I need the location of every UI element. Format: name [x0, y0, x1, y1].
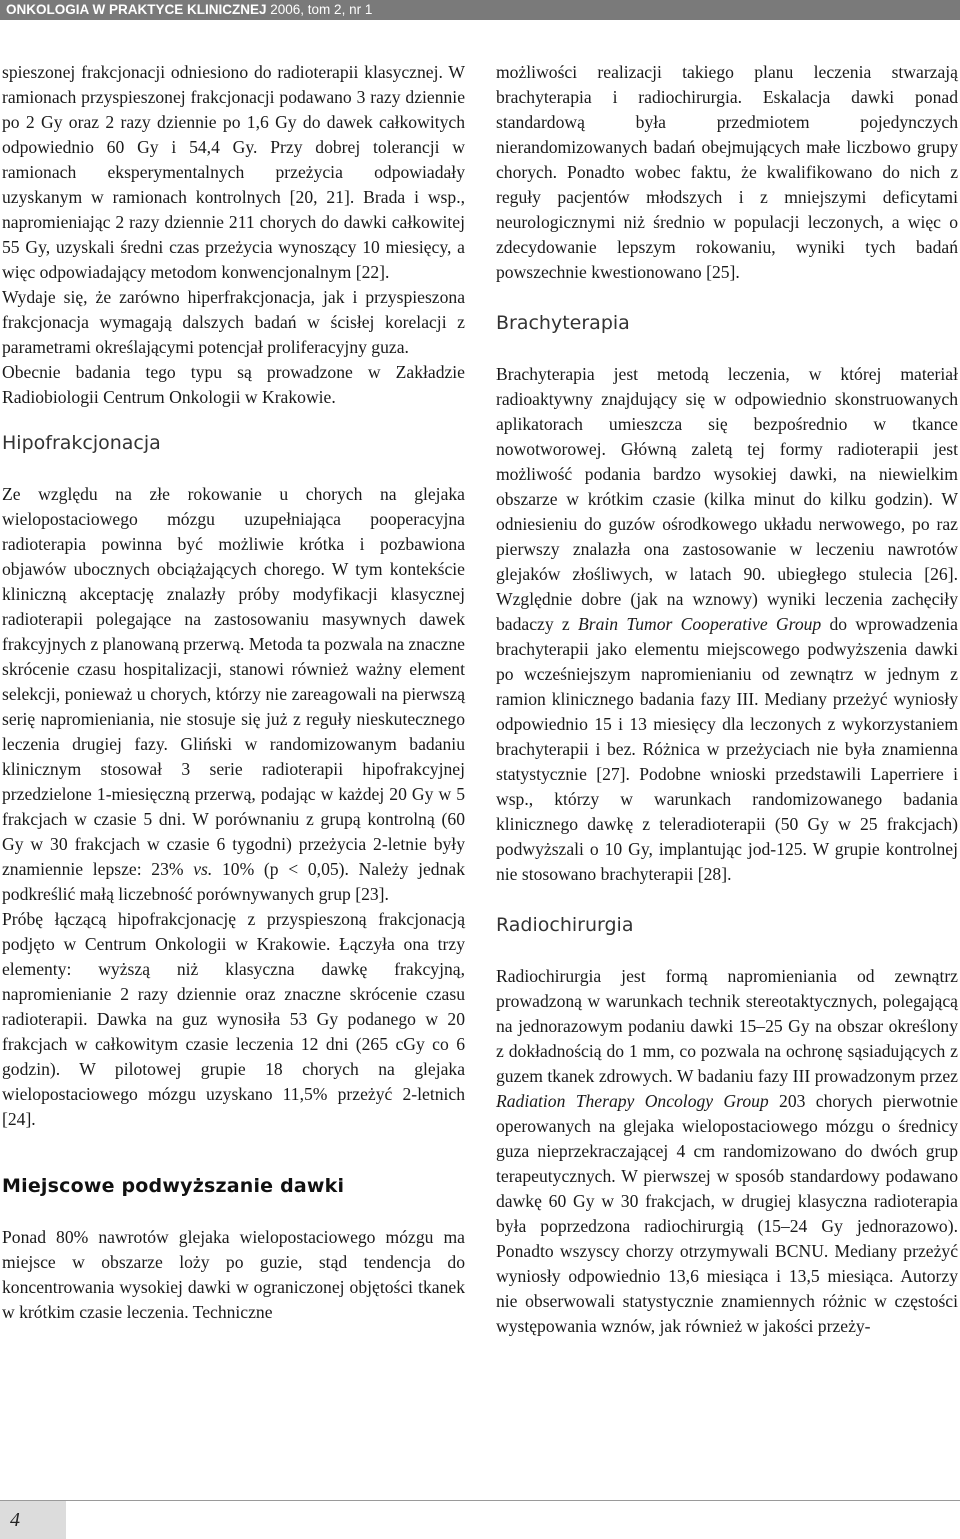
text-run: Ze względu na złe rokowanie u chorych na glejaka wielopostaciowego mózgu uzupełniająca pooperacyjna radioterapia powinna być możliwie krótka i pozbawiona objawów ubocznych obciążających chorego. W tym kontekście kliniczną akceptację znalazły próby modyfikacji klasycznej radioterapii polegające na zastosowaniu masywnych dawek frakcyjnych z planowaną przerwą. Metoda ta pozwala na znaczne skrócenie czasu hospitalizacji, stanowi również ważny element selekcji, ponieważ u chorych, którzy nie zareagowali na pierwszą serię napromieniania, nie stosuje się już z reguły nieskutecznego leczenia drugiej fazy. Gliński w randomizowanym badaniu klinicznym stosował 3 serie radioterapii hipofrakcyjnej przedzielone 1-miesięczną przerwą, podając w każdej 20 Gy w 5 frakcjach w czasie 5 dni. W porównaniu z grupą kontrolną (60 Gy w 30 frakcjach w czasie 6 tygodni) przeżycia 2-letnie były znamiennie lepsze: 23%	[2, 484, 465, 879]
running-header	[0, 0, 960, 20]
text-run-italic: Radiation Therapy Oncology Group	[496, 1091, 769, 1111]
section-heading-brachyterapia: Brachyterapia	[496, 312, 630, 334]
text-run: do wprowadzenia brachyterapii jako elementu miejscowego podwyższenia dawki po wcześniejszym napromienianiu od zewnątrz w jednym z ramion klinicznego badania fazy III. Mediany przeżyć wyniosły odpowiednio 15 i 13 miesięcy dla leczonych z wykorzystaniem brachyterapii i bez. Różnica w przeżyciach nie była znamienna statystycznie [27]. Podobne wnioski przedstawili Laperriere i wsp., którzy w warunkach randomizowanego badania klinicznego dawkę z teleradioterapii (50 Gy w 25 frakcjach) podwyższali o 10 Gy, implantując jod-125. W grupie kontrolnej nie stosowano brachyterapii [28].	[496, 614, 958, 884]
section-heading-radiochirurgia: Radiochirurgia	[496, 914, 634, 936]
text-run-italic: vs.	[193, 859, 213, 879]
footer-rule	[66, 1500, 960, 1501]
page-number: 4	[0, 1500, 66, 1539]
paragraph: Próbę łączącą hipofrakcjonację z przyspieszoną frakcjonacją podjęto w Centrum Onkologii w Krakowie. Łączyła ona trzy elementy: wyższą niż klasyczna dawkę frakcyjną, napromienianie 2 razy dziennie oraz znaczne skrócenie czasu radioterapii. Dawka na guz wynosiła 53 Gy podanego w 20 frakcjach w całkowitym czasie leczenia 12 dni (265 cGy co 6 godzin). W pilotowej grupie 18 chorych na glejaka wielopostaciowego mózgu uzyskano 11,5% przeżyć 2-letnich [24].	[2, 909, 465, 1129]
text-run-italic: Brain Tumor Cooperative Group	[578, 614, 822, 634]
left-column	[2, 60, 465, 1325]
issue-info: 2006, tom 2, nr 1	[266, 2, 373, 17]
section-heading-hipofrakcjonacja: Hipofrakcjonacja	[2, 432, 161, 454]
text-run: Radiochirurgia jest formą napromieniania od zewnątrz prowadzoną w warunkach technik stereotaktycznych, polegającą na jednorazowym podaniu dawki 15–25 Gy na obszar określony z dokładnością do 1 mm, co pozwala na ochronę sąsiadujących z guzem tkanek zdrowych. W badaniu fazy III prowadzonym przez	[496, 966, 958, 1086]
paragraph: spieszonej frakcjonacji odniesiono do radioterapii klasycznej. W ramionach przyspieszonej frakcjonacji podawano 3 razy dziennie po 2 Gy oraz 2 razy dziennie po 1,6 Gy do dawek całkowitych odpowiednio 60 Gy i 54,4 Gy. Przy dobrej tolerancji w ramionach eksperymentalnych przeżycia odpowiadały uzyskanym w ramionach kontrolnych [20, 21]. Brada i wsp., napromieniając 2 razy dziennie 211 chorych do dawki całkowitej 55 Gy, uzyskali średni czas przeżycia wynoszący 10 miesięcy, a więc odpowiadający metodom konwencjonalnym [22].	[2, 62, 465, 282]
paragraph: możliwości realizacji takiego planu leczenia stwarzają brachyterapia i radiochirurgia. Eskalacja dawki ponad standardową była przedmiotem pojedynczych nierandomizowanych badań obejmujących małe liczbowo grupy chorych. Ponadto wobec faktu, że kwalifikowano do nich z reguły pacjentów młodszych i z mniejszymi deficytami neurologicznymi niż średnio w populacji leczonych, a więc o zdecydowanie lepszym rokowaniu, wyniki tych badań powszechnie kwestionowano [25].	[496, 62, 958, 282]
right-column	[496, 60, 958, 1339]
paragraph	[2, 482, 465, 907]
paragraph	[496, 964, 958, 1339]
journal-title: ONKOLOGIA W PRAKTYCE KLINICZNEJ	[6, 2, 267, 17]
paragraph: Ponad 80% nawrotów glejaka wielopostaciowego mózgu ma miejsce w obszarze loży po guzie, stąd tendencja do koncentrowania wysokiej dawki w ograniczonej objętości tkanek w krótkim czasie leczenia. Techniczne	[2, 1227, 465, 1322]
text-run: 203 chorych pierwotnie operowanych na glejaka wielopostaciowego mózgu o średnicy guza nieprzekraczającej 4 cm randomizowano do dwóch grup terapeutycznych. W pierwszej w sposób standardowy podawano dawkę 60 Gy w 30 frakcjach, w drugiej klasyczna radioterapia była poprzedzona radiochirurgią (15–24 Gy jednorazowo). Ponadto wszyscy chorzy otrzymywali BCNU. Mediany przeżyć wyniosły odpowiednio 13,6 miesiąca i 13,5 miesiąca. Autorzy nie obserwowali statystycznie znamiennych różnic w częstości występowania wznów, jak również w jakości przeży-	[496, 1091, 958, 1336]
section-heading-miejscowe: Miejscowe podwyższanie dawki	[2, 1175, 345, 1197]
text-run: 10% (p < 0,05). Należy jednak podkreślić małą liczebność porównywanych grup [23].	[2, 859, 465, 904]
text-run: Brachyterapia jest metodą leczenia, w której materiał radioaktywny znajdujący się w odpowiednio skonstruowanych aplikatorach umieszcza się bezpośrednio w tkance nowotworowej. Główną zaletą tej formy radioterapii jest możliwość podania bardzo wysokiej dawki, na niewielkim obszarze w krótkim czasie (kilka minut do kilku godzin). W odniesieniu do guzów ośrodkowego układu nerwowego, po raz pierwszy znalazła ona zastosowanie w leczeniu nawrotów glejaków złośliwych, w latach 90. ubiegłego stulecia [26]. Względnie dobre (jak na wznowy) wyniki leczenia zachęciły badaczy z	[496, 364, 958, 634]
paragraph: Obecnie badania tego typu są prowadzone w Zakładzie Radiobiologii Centrum Onkologii w Krakowie.	[2, 362, 465, 407]
paragraph: Wydaje się, że zarówno hiperfrakcjonacja, jak i przyspieszona frakcjonacja wymagają dalszych badań w ścisłej korelacji z parametrami określającymi potencjał proliferacyjny guza.	[2, 287, 465, 357]
paragraph	[496, 362, 958, 887]
